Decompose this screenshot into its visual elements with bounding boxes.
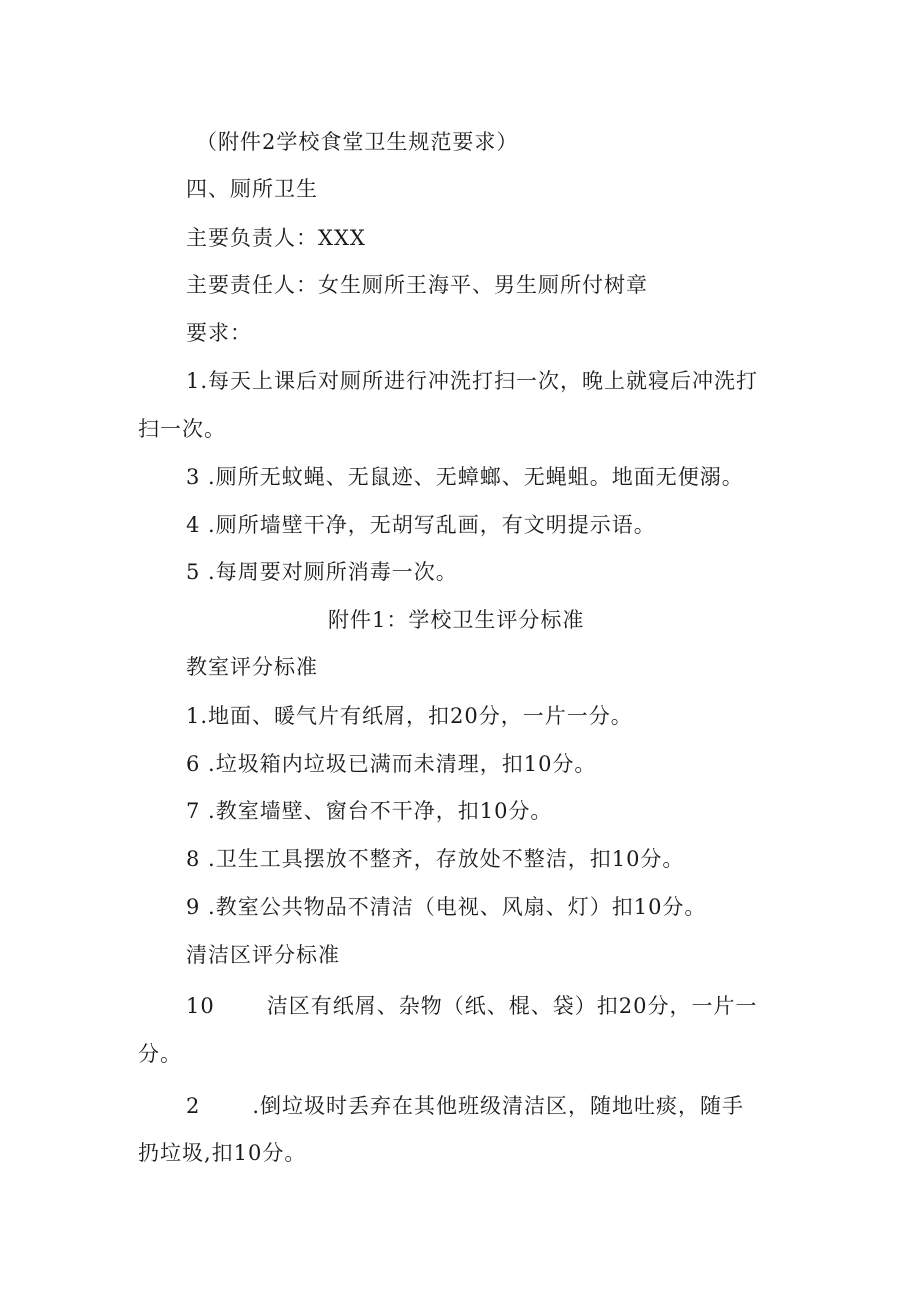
classroom-item-1: 1.地面、暖气片有纸屑，扣20分，一片一分。 [186,704,633,728]
classroom-item-6: 6 .垃圾箱内垃圾已满而未清理，扣10分。 [186,752,597,776]
clean-area-item-10-number: 10 [186,994,215,1018]
main-responsible: 主要责任人：女生厕所王海平、男生厕所付树章 [186,273,648,297]
clean-area-item-2-number: 2 [186,1094,201,1118]
toilet-item-1-cont: 扫一次。 [138,417,226,441]
clean-area-item-10 [186,993,757,1019]
toilet-item-5: 5 .每周要对厕所消毒一次。 [186,560,458,584]
clean-area-item-2-text: .倒垃圾时丢弃在其他班级清洁区，随地吐痰，随手 [252,1094,745,1118]
clean-area-item-10-cont: 分。 [138,1042,182,1066]
requirements-label: 要求： [186,321,252,345]
classroom-item-7: 7 .教室墙壁、窗台不干净，扣10分。 [186,799,553,823]
classroom-item-8: 8 .卫生工具摆放不整齐，存放处不整洁，扣10分。 [186,847,685,871]
toilet-item-4: 4 .厕所墙壁干净，无胡写乱画，有文明提示语。 [186,513,656,537]
clean-area-item-10-text: 洁区有纸屑、杂物（纸、棍、袋）扣20分，一片一 [266,994,758,1018]
clean-area-item-2-cont: 扔垃圾,扣10分。 [138,1141,307,1165]
classroom-item-9: 9 .教室公共物品不清洁（电视、风扇、灯）扣10分。 [186,895,707,919]
attachment-header: （附件2学校食堂卫生规范要求） [196,130,519,154]
primary-responsible: 主要负责人：XXX [186,226,366,250]
clean-area-label: 清洁区评分标准 [186,943,340,967]
section-title-toilet: 四、厕所卫生 [186,177,318,201]
toilet-item-1: 1.每天上课后对厕所进行冲洗打扫一次，晚上就寝后冲洗打 [186,369,759,393]
classroom-label: 教室评分标准 [186,655,318,679]
attachment-1-title: 附件1：学校卫生评分标准 [328,608,585,632]
toilet-item-3: 3 .厕所无蚊蝇、无鼠迹、无蟑螂、无蝇蛆。地面无便溺。 [186,465,744,489]
clean-area-item-2 [186,1093,744,1119]
